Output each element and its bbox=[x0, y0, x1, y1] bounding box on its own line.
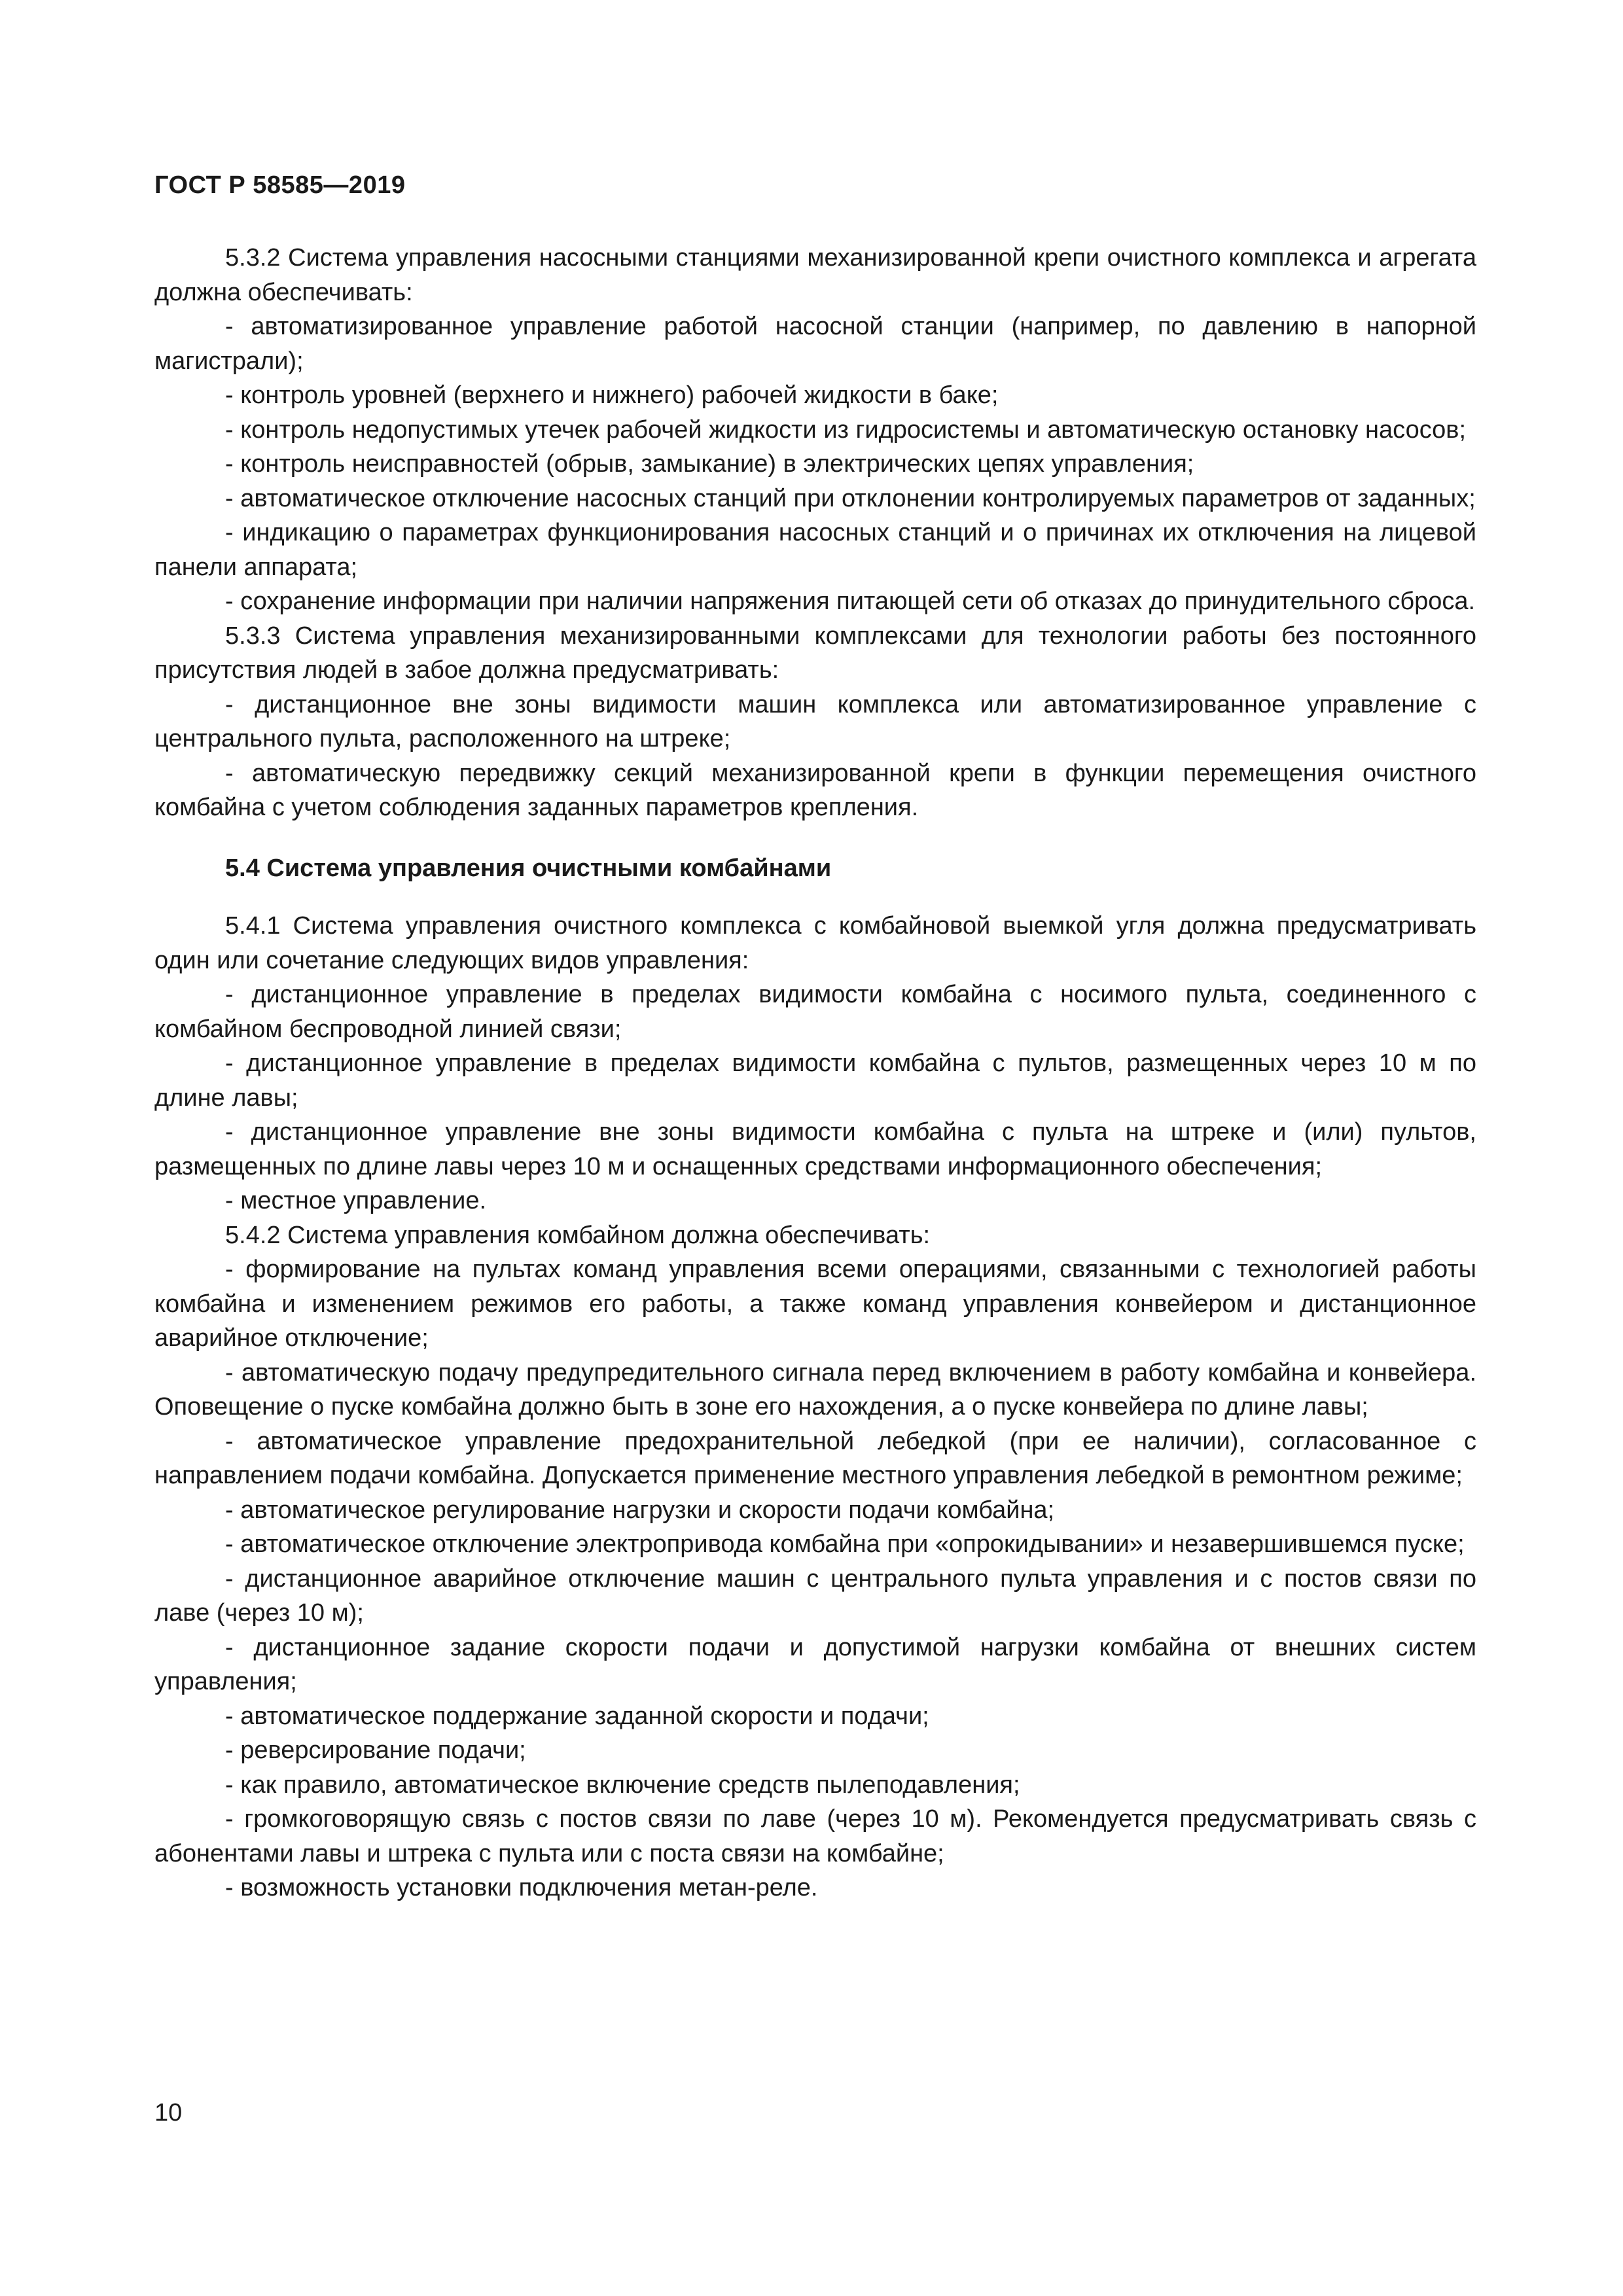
document-header: ГОСТ Р 58585—2019 bbox=[154, 171, 406, 199]
clause-5-4-2-intro: 5.4.2 Система управления комбайном должна обеспечивать: bbox=[225, 1221, 931, 1249]
clause-5-4-1-intro: 5.4.1 Система управления очистного комплекса с комбайновой выемкой угля должна предусматривать один или сочетание следующих видов управления: bbox=[154, 912, 1476, 974]
clause-5-3-3-item: - дистанционное вне зоны видимости машин комплекса или автоматизированное управление с центрального пульта, расположенного на штреке; bbox=[154, 690, 1476, 752]
clause-5-3-2-item: - контроль уровней (верхнего и нижнего) рабочей жидкости в баке; bbox=[225, 381, 999, 409]
page-body bbox=[154, 241, 1476, 1905]
clause-5-3-2-item: - автоматизированное управление работой насосной станции (например, по давлению в напорной магистрали); bbox=[154, 313, 1476, 375]
page-number: 10 bbox=[154, 2099, 183, 2127]
clause-5-4-2-item: - реверсирование подачи; bbox=[225, 1737, 526, 1764]
clause-5-3-2-item: - сохранение информации при наличии напряжения питающей сети об отказах до принудительного сброса. bbox=[225, 588, 1476, 615]
clause-5-4-2-item: - автоматическое регулирование нагрузки и скорости подачи комбайна; bbox=[225, 1496, 1055, 1524]
clause-5-4-1-item: - дистанционное управление в пределах видимости комбайна с носимого пульта, соединенного с комбайном беспроводной линией связи; bbox=[154, 981, 1476, 1043]
clause-5-3-3-item: - автоматическую передвижку секций механизированной крепи в функции перемещения очистного комбайна с учетом соблюдения заданных параметров крепления. bbox=[154, 759, 1476, 821]
clause-5-4-1-item: - дистанционное управление вне зоны видимости комбайна с пульта на штреке и (или) пультов, размещенных по длине лавы через 10 м и оснащенных средствами информационного обеспечения; bbox=[154, 1118, 1476, 1180]
clause-5-4-2-item: - автоматическую подачу предупредительного сигнала перед включением в работу комбайна и конвейера. Оповещение о пуске комбайна должно быть в зоне его нахождения, а о пуске конвейера по длине лавы; bbox=[154, 1358, 1476, 1421]
clause-5-4-2-item: - формирование на пультах команд управления всеми операциями, связанными с технологией работы комбайна и изменением режимов его работы, а также команд управления конвейером и дистанционное аварийное отключение; bbox=[154, 1256, 1476, 1352]
clause-5-4-2-item: - возможность установки подключения метан-реле. bbox=[225, 1874, 818, 1901]
clause-5-3-3-intro: 5.3.3 Система управления механизированными комплексами для технологии работы без постоянного присутствия людей в забое должна предусматривать: bbox=[154, 622, 1476, 684]
clause-5-4-2-item: - автоматическое управление предохранительной лебедкой (при ее наличии), согласованное с направлением подачи комбайна. Допускается применение местного управления лебедкой в ремонтном режиме; bbox=[154, 1427, 1476, 1489]
clause-5-3-2-item: - контроль неисправностей (обрыв, замыкание) в электрических цепях управления; bbox=[225, 450, 1194, 478]
clause-5-3-2-item: - автоматическое отключение насосных станций при отклонении контролируемых параметров от заданных; bbox=[225, 484, 1476, 512]
clause-5-4-2-item: - автоматическое поддержание заданной скорости и подачи; bbox=[225, 1702, 929, 1730]
clause-5-3-2-item: - индикацию о параметрах функционирования насосных станций и о причинах их отключения на лицевой панели аппарата; bbox=[154, 519, 1476, 581]
section-5-4-heading: 5.4 Система управления очистными комбайнами bbox=[225, 854, 832, 882]
clause-5-3-2-intro: 5.3.2 Система управления насосными станциями механизированной крепи очистного комплекса и агрегата должна обеспечивать: bbox=[154, 244, 1476, 306]
clause-5-4-2-item: - громкоговорящую связь с постов связи по лаве (через 10 м). Рекомендуется предусматривать связь с абонентами лавы и штрека с пульта или с поста связи на комбайне; bbox=[154, 1805, 1476, 1867]
clause-5-4-2-item: - дистанционное задание скорости подачи и допустимой нагрузки комбайна от внешних систем управления; bbox=[154, 1633, 1476, 1695]
clause-5-3-2-item: - контроль недопустимых утечек рабочей жидкости из гидросистемы и автоматическую остановку насосов; bbox=[225, 415, 1467, 444]
clause-5-4-1-item: - дистанционное управление в пределах видимости комбайна с пультов, размещенных через 10 м по длине лавы; bbox=[154, 1050, 1476, 1112]
clause-5-4-1-item: - местное управление. bbox=[225, 1187, 487, 1214]
clause-5-4-2-item: - автоматическое отключение электропривода комбайна при «опрокидывании» и незавершившемся пуске; bbox=[225, 1530, 1465, 1558]
clause-5-4-2-item: - дистанционное аварийное отключение машин с центрального пульта управления и с постов связи по лаве (через 10 м); bbox=[154, 1564, 1476, 1627]
clause-5-4-2-item: - как правило, автоматическое включение средств пылеподавления; bbox=[225, 1771, 1020, 1799]
